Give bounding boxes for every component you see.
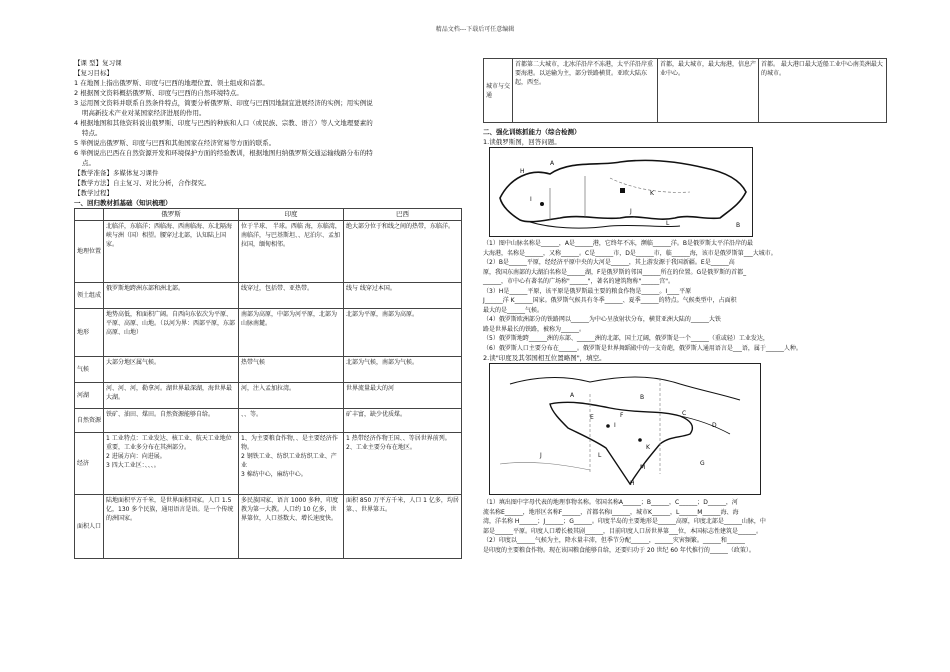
review-goals-heading: 【复习目标】 [74,69,113,77]
map-label: H [630,480,635,487]
russia-map [489,147,753,237]
row-label: 经济 [75,433,104,495]
goal-line: 点。 [82,159,95,167]
question-line: （5）俄罗斯地跨______洲的东部、______洲的北部，国土辽阔，俄罗斯是一个______（重或轻）工业发达， [483,335,769,342]
row-label: 地理位置 [75,221,104,283]
goal-line: 2 根据图文资料概括俄罗斯、印度与巴西的自然环境特点。 [74,89,243,97]
table-cell-india: 首都，最大城市，最大海港，信息产业中心。 [658,59,759,123]
intro-block [74,58,462,198]
question-line: 湾，洋名称 H______；J______；G______。印度半岛的主要地形是______高原，印度北部是______山脉，中 [483,518,766,525]
table-cell-brazil: 矿丰富，缺少优质煤。 [344,409,462,433]
goal-line: 4 根据地图和其他资料说出俄罗斯、印度与巴西的种族和人口（或民族、宗教、语言）等人文地理要素的 [74,119,373,127]
table-cell-brazil: 线与 线穿过本国。 [344,283,462,309]
map-label: H [520,168,525,175]
map-label: J [540,452,542,459]
map-label: F [620,412,624,419]
question-line: （3）H是______平原，该平原是俄罗斯最主要的粮食作物是______。I____平原 [483,287,692,295]
map-label: K [646,444,650,451]
question-line: 最大的是______气候。 [483,306,544,314]
table-cell-brazil: 绝大部分位于和线之间的热带，东临洋。 [344,221,462,283]
map-label: A [550,160,555,167]
table-header-cell: 巴西 [344,209,462,221]
table-cell-brazil: 1 热带经济作物王国、、等居世界前列。 2、工业主要分布在地区。 [344,433,462,495]
table-cell-brazil: 北部为气候，南部为气候。 [344,357,462,383]
russia-map-drawing [490,148,752,236]
goal-line: 5 举例说出俄罗斯、印度与巴西和其他国家在经济贸易等方面的联系。 [74,139,276,147]
goal-line: 1 在地图上指出俄罗斯、印度与巴西的地理位置、领土组成和首都。 [74,79,269,87]
india-map-drawing [490,364,760,494]
goal-line: 明高新技术产业对某国家经济进展的作用。 [82,109,206,117]
goal-line: 特点。 [82,129,102,137]
question-line: 部是______平原。印度人口增长极其剧______，目前印度人口居世界第___位，本国标志性建筑是______。 [483,527,763,535]
table-header-row [75,209,462,221]
table-cell-russia: 俄罗斯地跨洲东部和洲北部。 [104,283,239,309]
table-header-cell: 印度 [239,209,344,221]
table-header-cell: 俄罗斯 [104,209,239,221]
map-label: A [570,392,575,399]
table-cell-india: 多民族国家、语言 1000 多种，印度教为第一大教。人口约 10 亿多，世界第位，人口基数大、增长速度快。 [239,495,344,559]
map-label: B [640,394,645,401]
left-column [74,58,462,559]
map-label: K [650,190,654,197]
table-row [75,283,462,309]
question-line: 路是世界最长的铁路，被称为______。 [483,325,586,333]
table-cell-india: 热带气候 [239,357,344,383]
question-line: J______洋 K______国家。俄罗斯气候具有冬季______、夏季______的特点。气候类型中，占面积 [483,297,737,304]
table-cell-russia: 河、河、河，勒拿河。湖世界最深湖，海世界最大湖。 [104,383,239,409]
row-label: 河湖 [75,383,104,409]
map-label: L [666,220,670,227]
table-row [75,309,462,357]
page-header: 精品文档---下载后可任意编辑 [435,26,515,33]
transport-table [483,58,887,123]
goal-line: 3 运用图文资料并联系自然条件特点，简要分析俄罗斯、印度与巴西因地制宜进展经济的实例；用实例说 [74,99,373,107]
map-label: J [630,208,632,215]
row-label: 城市与交通 [484,59,513,123]
question-two-title: 2.读"印度及其邻国相互位置略图"，填空。 [483,354,606,362]
table-cell-russia: 铁矿、油田、煤田。自然资源能够自给。 [104,409,239,433]
question-one-block [483,239,887,353]
map-label: C [682,410,687,417]
question-line: （1）图中山脉名称是______，A是______港，它终年不冻，濒临______洋。B是俄罗斯太平洋沿岸的最 [483,240,754,247]
question-line: ______，市中心有著名的广场称"______"，著名的建筑物称"______宫"。 [483,278,675,285]
table-row [75,383,462,409]
map-label: B [736,222,741,229]
table-row [75,357,462,383]
question-two-block [483,498,887,555]
map-label: M [640,464,646,471]
table-row [75,409,462,433]
table-cell-india: 南部为高原，中部为河平原，北部为山脉南麓。 [239,309,344,357]
table-cell-russia: 地势高低，和面积广阔。自西向东依次为平原、平原、高原、山地。（以河为界：西部平原，东部高原、山地） [104,309,239,357]
question-line: 大海港，名称是______，又称______。C是______市，D是______市，临______海，该市是俄罗斯第___大城市。 [483,249,777,257]
map-label: G [700,460,705,467]
question-line: （6）俄罗斯人口主要分布在______。俄罗斯是世界舞蹈殿中的一支奇葩，俄罗斯人通用语言是___语，属于______人种。 [483,344,802,352]
right-column [483,58,887,555]
map-label: L [598,452,602,459]
map-label: I [614,422,616,429]
teaching-process-line: 【教学过程】 [74,189,113,197]
table-row [484,59,887,123]
table-cell-india: 线穿过，包括带、亚热带。 [239,283,344,309]
question-line: （2）印度以______气候为主，降水量丰沛，但季节分配______，______灾害频繁。______和______ [483,537,745,544]
table-cell-india: 位于半球、 半球。西临 海，东临湾，南临洋，与巴基斯坦、、尼泊尔、孟加拉国，缅甸相邻。 [239,221,344,283]
table-row [75,433,462,495]
table-header-cell [75,209,104,221]
question-line: （1）填出图中字母代表的地理事物名称。邻国名称A______；B______，C______；D______，河 [483,499,738,506]
table-cell-brazil: 首都。 最大港口最大适船工业中心南美洲最大的城市。 [759,59,887,123]
question-one-title: 1.读俄罗斯图，回答问题。 [483,138,561,146]
table-cell-russia: 北临洋，东临洋；西临海、西南临海、东北隔海峡与洲（国）相望。腰穿过北部，认知陆上国家。 [104,221,239,283]
row-label: 地形 [75,309,104,357]
table-cell-russia: 大部分地区属气候。 [104,357,239,383]
map-label: I [530,196,532,203]
table-row [75,221,462,283]
table-cell-brazil: 北部为平原，南部为高原。 [344,309,462,357]
row-label: 自然资源 [75,409,104,433]
question-line: 原，我国东南部的大湖泊名称是______湖，F是俄罗斯的邻国______所在的位置。G是俄罗斯的首都_ [483,268,747,276]
table-cell-russia: 1 工业特点：工业发达、核工业、航天工业地位重要，工业多分布在其洲部分。 2 进展方向：向进展。 3 四大工业区：、、、。 [104,433,239,495]
map-label: E [590,414,594,421]
section-two-heading: 二、强化训练抓能力（综合检测） [483,128,581,136]
table-cell-india: 河，注入孟加拉湾。 [239,383,344,409]
question-line: （4）俄罗斯欧洲部分的铁路网以______为中心呈放射状分布，横贯亚洲大陆的______大铁 [483,316,721,323]
row-label: 气候 [75,357,104,383]
question-line: （2）B是______平原，经经济平原中央的大河是______，其上游发源于我国新疆。E是______高 [483,259,735,266]
row-label: 面积人口 [75,495,104,559]
table-cell-india: 、、等。 [239,409,344,433]
section-one-heading: 一、回归教材抓基础（知识梳理） [74,199,172,207]
table-cell-russia: 首都第二大城市，北冰洋沿岸不冻港，太平洋沿岸重要海港。以运输为主，部分铁路横贯。亚欧大陆东起，西至。 [513,59,658,123]
teaching-prep-line: 【教学准备】多媒体复习课件 [74,169,159,177]
question-line: 流名称E______，地形区名称F______，首都名称I______，城市K______，L______M______海、海 [483,508,739,516]
table-cell-brazil: 世界流量最大的河 [344,383,462,409]
map-label: D [712,422,717,429]
table-cell-brazil: 面积 850 万平方千米，人口 1 亿多，均居第、、世界第五。 [344,495,462,559]
table-row [75,495,462,559]
india-map [489,363,761,495]
table-cell-russia: 陆地面积平方千米，是世界面积国家。人口 1.5 亿，130 多个民族，通用语言是语。是一个传统的洲国家。 [104,495,239,559]
goal-line: 6 举例说出巴西在自然资源开发和环境保护方面的经验教训，根据地图归纳俄罗斯交通运输线路分布的特 [74,149,373,157]
row-label: 领土组成 [75,283,104,309]
table-cell-india: 1、为主要粮食作物，、是主要经济作物。 2 钢铁工业、纺织工业纺织工业、产业 3 棉纺中心，麻纺中心。 [239,433,344,495]
teaching-method-line: 【教学方法】自主复习、对比分析，合作探究。 [74,179,211,187]
question-line: 是印度的主要粮食作物。现在该国粮食能够自给，还要归功于 20 世纪 60 年代推行的______（政策）。 [483,546,755,554]
course-type-line: 【课 型】复习课 [74,59,122,67]
comparison-table [74,208,462,559]
